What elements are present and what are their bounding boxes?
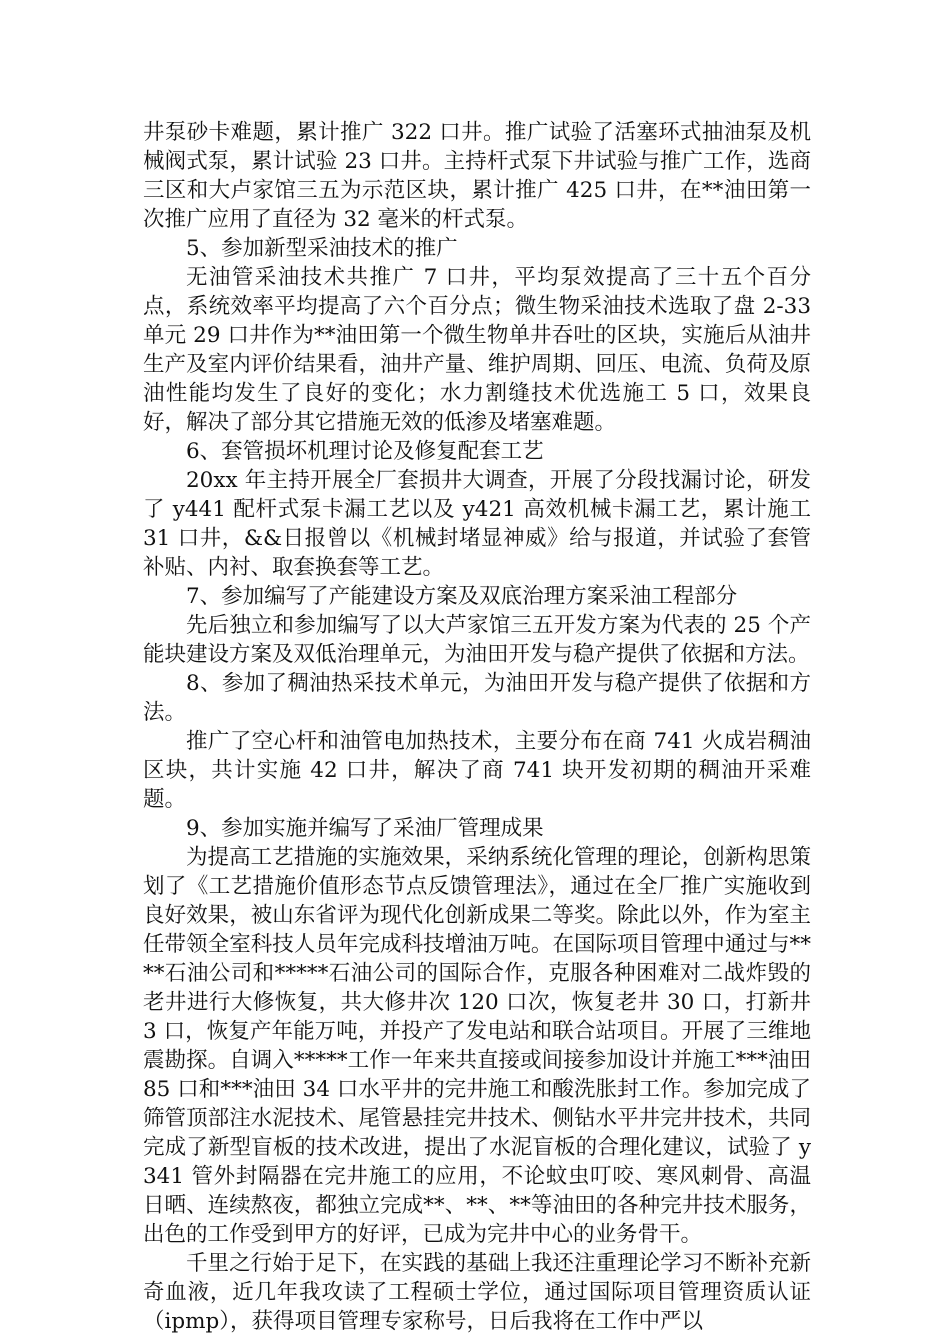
paragraph-continuation: 井泵砂卡难题，累计推广 322 口井。推广试验了活塞环式抽油泵及机械阀式泵，累计试验 23 口井。主持杆式泵下井试验与推广工作，选商三区和大卢家馆三五为示范区块，累计推广 425 口井，在**油田第一次推广应用了直径为 32 毫米的杆式泵。	[143, 120, 811, 232]
heading-item-9: 9、参加实施并编写了采油厂管理成果	[186, 816, 544, 841]
paragraph: 无油管采油技术共推广 7 口井，平均泵效提高了三十五个百分点，系统效率平均提高了六个百分点；微生物采油技术选取了盘 2-33 单元 29 口井作为**油田第一个微生物单井吞吐的区块，实施后从油井生产及室内评价结果看，油井产量、维护周期、回压、电流、负荷及原油性能均发生了良好的变化；水力割缝技术优选施工 5 口，效果良好，解决了部分其它措施无效的低渗及堵塞难题。	[143, 265, 811, 435]
paragraph: 先后独立和参加编写了以大芦家馆三五开发方案为代表的 25 个产能块建设方案及双低治理单元，为油田开发与稳产提供了依据和方法。	[143, 613, 811, 667]
document-page	[143, 118, 811, 1336]
paragraph: 为提高工艺措施的实施效果，采纳系统化管理的理论，创新构思策划了《工艺措施价值形态节点反馈管理法》，通过在全厂推广实施收到良好效果，被山东省评为现代化创新成果二等奖。除此以外，作为室主任带领全室科技人员年完成科技增油万吨。在国际项目管理中通过与****石油公司和*****石油公司的国际合作，克服各种困难对二战炸毁的老井进行大修恢复，共大修井次 120 口次，恢复老井 30 口，打新井 3 口，恢复产年能万吨，并投产了发电站和联合站项目。开展了三维地震勘探。自调入*****工作一年来共直接或间接参加设计并施工***油田 85 口和***油田 34 口水平井的完井施工和酸洗胀封工作。参加完成了筛管顶部注水泥技术、尾管悬挂完井技术、侧钻水平井完井技术，共同完成了新型盲板的技术改进，提出了水泥盲板的合理化建议，试验了 y341 管外封隔器在完井施工的应用，不论蚊虫叮咬、寒风刺骨、高温日晒、连续熬夜，都独立完成**、**、**等油田的各种完井技术服务，出色的工作受到甲方的好评，已成为完井中心的业务骨干。	[143, 845, 811, 1247]
heading-item-7: 7、参加编写了产能建设方案及双底治理方案采油工程部分	[186, 584, 738, 609]
heading-item-5: 5、参加新型采油技术的推广	[186, 236, 458, 261]
heading-item-6: 6、套管损坏机理讨论及修复配套工艺	[186, 439, 544, 464]
paragraph: 推广了空心杆和油管电加热技术，主要分布在商 741 火成岩稠油区块，共计实施 42 口井，解决了商 741 块开发初期的稠油开采难题。	[143, 729, 811, 812]
paragraph: 20xx 年主持开展全厂套损井大调查，开展了分段找漏讨论，研发了 y441 配杆式泵卡漏工艺以及 y421 高效机械卡漏工艺，累计施工 31 口井，&&日报曾以《机械封堵显神威》给与报道，并试验了套管补贴、内衬、取套换套等工艺。	[143, 468, 811, 580]
heading-item-8: 8、参加了稠油热采技术单元，为油田开发与稳产提供了依据和方法。	[143, 671, 811, 725]
paragraph: 千里之行始于足下，在实践的基础上我还注重理论学习不断补充新奇血液，近几年我攻读了工程硕士学位，通过国际项目管理资质认证（ipmp），获得项目管理专家称号，日后我将在工作中严以	[143, 1251, 811, 1334]
